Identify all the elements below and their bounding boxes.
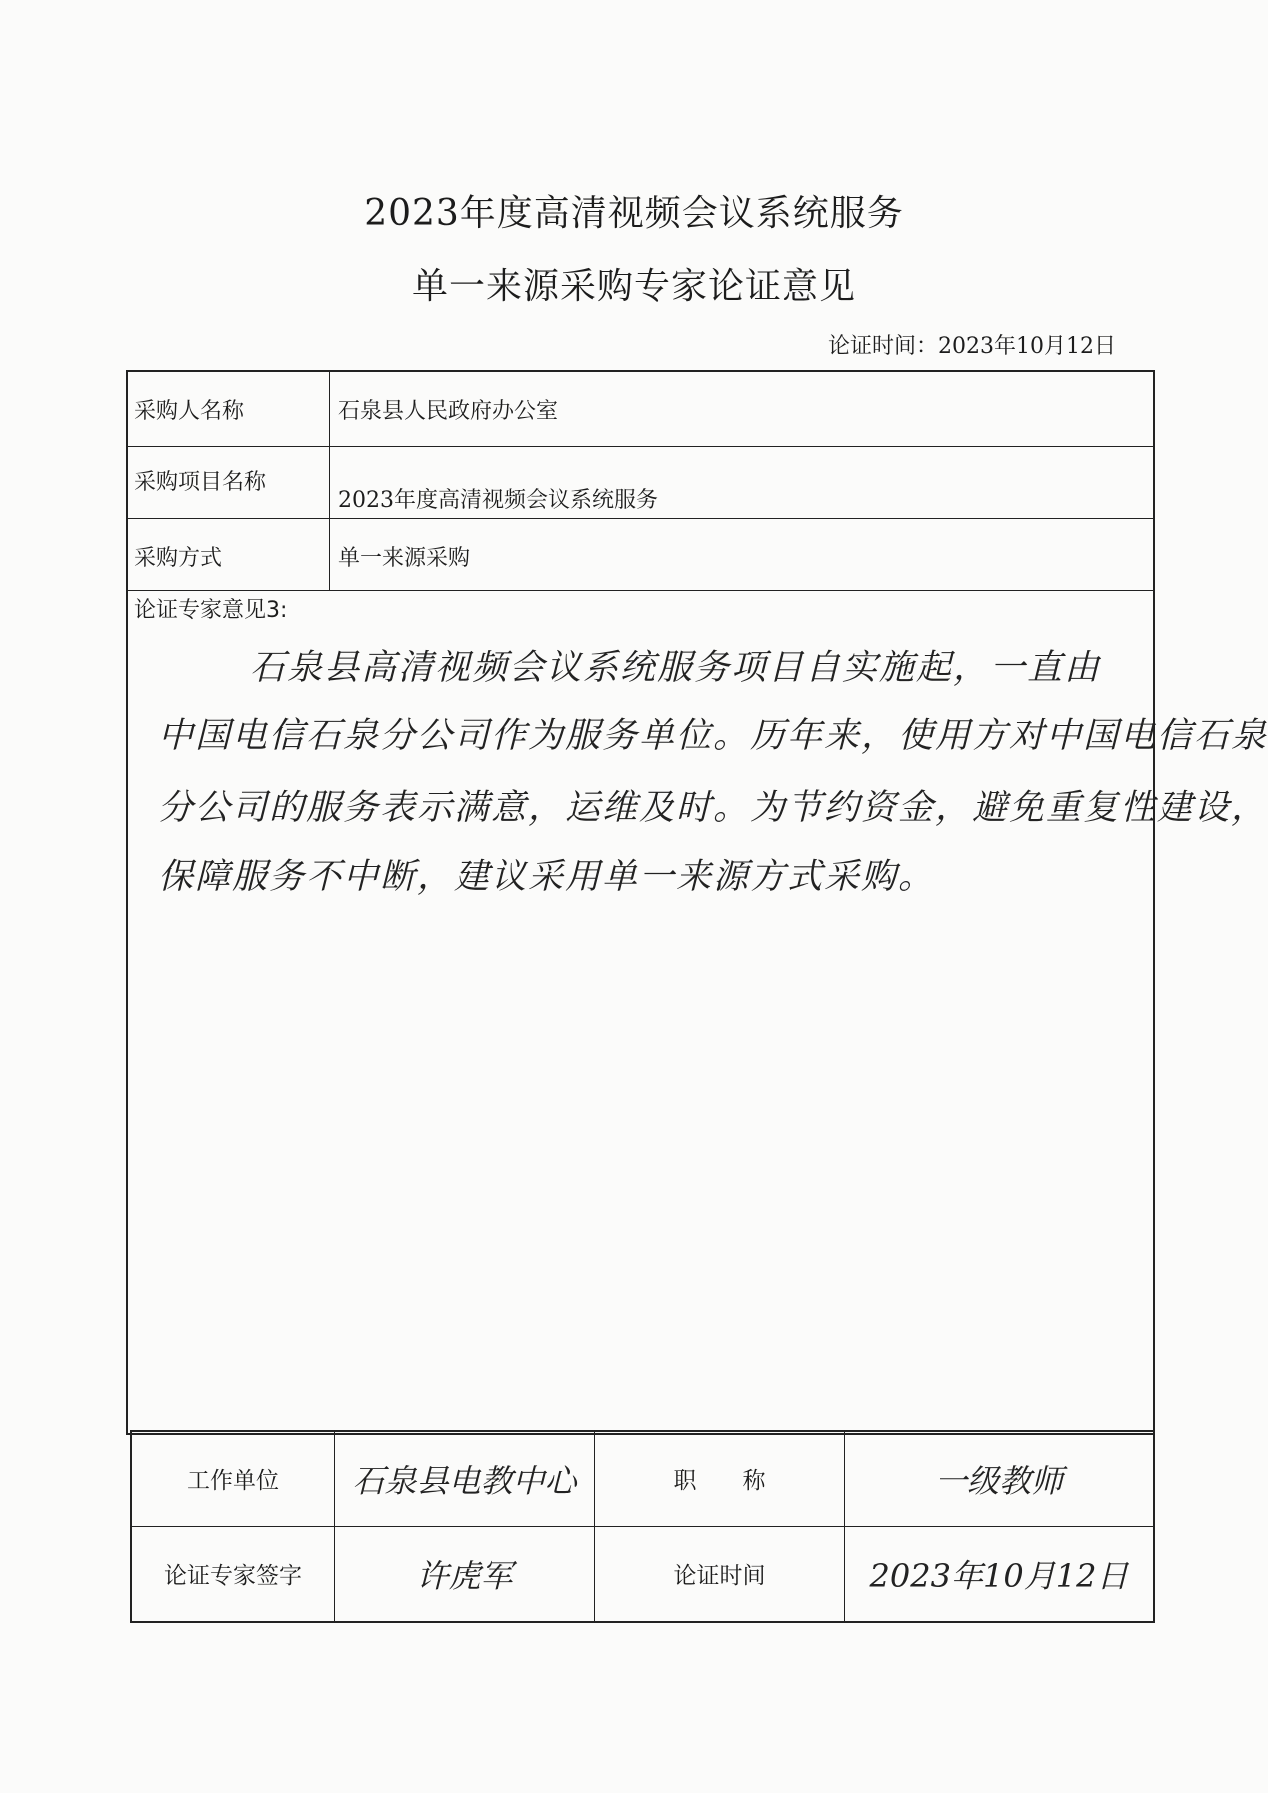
document-title-line2: 单一来源采购专家论证意见	[411, 266, 856, 307]
handwritten-opinion-line: 分公司的服务表示满意，运维及时。为节约资金，避免重复性建设，	[158, 788, 1268, 828]
handwritten-opinion-line: 石泉县高清视频会议系统服务项目自实施起，一直由	[250, 648, 1102, 688]
professional-title-label: 职 称	[595, 1432, 845, 1527]
purchaser-name-value: 石泉县人民政府办公室	[338, 399, 559, 424]
expert-signature-label: 论证专家签字	[132, 1527, 335, 1622]
signature-time-label: 论证时间	[595, 1527, 845, 1622]
verification-date-value: 2023年10月12日	[938, 334, 1116, 359]
document-title-line1: 2023年度高清视频会议系统服务	[364, 193, 904, 234]
table-row	[128, 519, 1153, 591]
work-unit-label: 工作单位	[132, 1432, 335, 1527]
procurement-method-label: 采购方式	[128, 519, 330, 590]
table-row	[128, 372, 1153, 447]
verification-date	[828, 329, 1116, 360]
handwritten-opinion-line: 中国电信石泉分公司作为服务单位。历年来，使用方对中国电信石泉	[158, 716, 1268, 756]
expert-opinion-section	[128, 591, 1268, 1433]
expert-signature-value: 许虎军	[335, 1527, 595, 1622]
project-name-value: 2023年度高清视频会议系统服务	[338, 488, 658, 513]
work-unit-value: 石泉县电教中心	[335, 1432, 595, 1527]
verification-date-label: 论证时间：	[828, 334, 939, 359]
project-name-label: 采购项目名称	[128, 447, 330, 518]
procurement-info-table	[126, 370, 1268, 1435]
handwritten-opinion-line: 保障服务不中断，建议采用单一来源方式采购。	[158, 857, 936, 897]
purchaser-name-label: 采购人名称	[128, 372, 330, 446]
professional-title-value: 一级教师	[845, 1432, 1153, 1527]
table-row	[128, 447, 1153, 519]
signature-time-value: 2023年10月12日	[869, 1556, 1129, 1595]
signature-table	[130, 1430, 1155, 1623]
expert-opinion-label: 论证专家意见3:	[134, 598, 288, 623]
procurement-method-value: 单一来源采购	[338, 546, 471, 571]
